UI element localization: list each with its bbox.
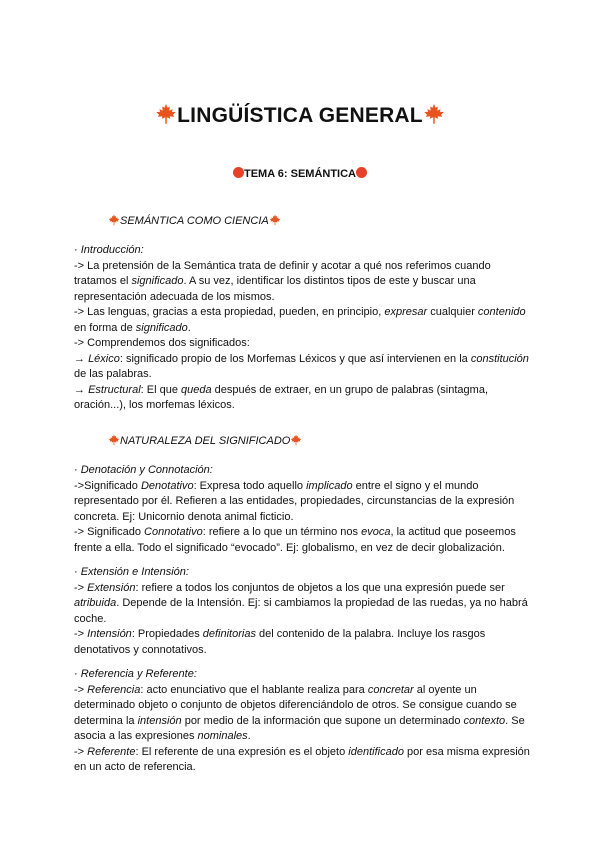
- red-circle-icon: [356, 167, 367, 178]
- paragraph: -> Referencia: acto enunciativo que el hablante realiza para concretar al oyente un determinado objeto o conjunto de objetos diferenciándolo de otros. Se consigue cuando se determina la intensión por medio de la información que supone un determinado contexto. Se asocia a las expresiones nominales.: [74, 683, 525, 742]
- subheading-denotacion: · Denotación y Connotación:: [74, 464, 213, 476]
- paragraph: -> Extensión: refiere a todos los conjuntos de objetos a los que una expresión puede ser atribuida. Depende de la Intensión. Ej: si cambiamos la propiedad de las ruedas, ya no habrá coche.: [74, 581, 528, 625]
- topic-heading: [0, 167, 600, 180]
- paragraph: -> Las lenguas, gracias a esta propiedad, pueden, en principio, expresar cualquier contenido en forma de significado.: [74, 306, 526, 334]
- maple-leaf-icon: [155, 103, 177, 125]
- section-body-naturaleza: [74, 463, 534, 556]
- red-circle-icon: [233, 167, 244, 178]
- paragraph: → Estructural: El que queda después de extraer, en un grupo de palabras (sintagma, oración...), los morfemas léxicos.: [74, 383, 488, 411]
- maple-leaf-icon: [108, 214, 120, 226]
- subheading-referencia: · Referencia y Referente:: [74, 668, 197, 680]
- title-text: LINGÜÍSTICA GENERAL: [177, 104, 423, 127]
- maple-leaf-icon: [108, 434, 120, 446]
- section-body-semantica: [74, 243, 534, 414]
- section-heading-text: SEMÁNTICA COMO CIENCIA: [120, 215, 269, 227]
- section-heading-naturaleza: [108, 434, 302, 447]
- subheading-introduccion: · Introducción:: [74, 244, 144, 256]
- paragraph: -> Comprendemos dos significados:: [74, 337, 250, 349]
- paragraph: -> Referente: El referente de una expresión es el objeto identificado por esa misma expresión en un acto de referencia.: [74, 745, 530, 773]
- paragraph: → Léxico: significado propio de los Morfemas Léxicos y que así intervienen en la constitución de las palabras.: [74, 352, 529, 380]
- section-heading-semantica: [108, 214, 281, 227]
- section-body-extension: [74, 565, 534, 658]
- paragraph: -> La pretensión de la Semántica trata de definir y acotar a qué nos referimos cuando tratamos el significado. A su vez, identificar los distintos tipos de este y buscar una representación adecuada de los mismos.: [74, 259, 491, 303]
- paragraph: -> Significado Connotativo: refiere a lo que un término nos evoca, la actitud que poseemos frente a ella. Todo el significado “evocado”. Ej: globalismo, en vez de decir globalización.: [74, 526, 516, 554]
- paragraph: -> Intensión: Propiedades definitorias del contenido de la palabra. Incluye los rasgos denotativos y connotativos.: [74, 628, 486, 656]
- maple-leaf-icon: [423, 103, 445, 125]
- section-body-referencia: [74, 667, 534, 776]
- section-heading-text: NATURALEZA DEL SIGNIFICADO: [120, 435, 291, 447]
- document-title: [0, 103, 600, 128]
- maple-leaf-icon: [269, 214, 281, 226]
- maple-leaf-icon: [290, 434, 302, 446]
- subheading-extension: · Extensión e Intensión:: [74, 566, 189, 578]
- topic-text: TEMA 6: SEMÁNTICA: [243, 168, 357, 180]
- paragraph: ->Significado Denotativo: Expresa todo aquello implicado entre el signo y el mundo representado por él. Refieren a las entidades, propiedades, circunstancias de la expresión concreta. Ej: Unicornio denota animal ficticio.: [74, 479, 515, 523]
